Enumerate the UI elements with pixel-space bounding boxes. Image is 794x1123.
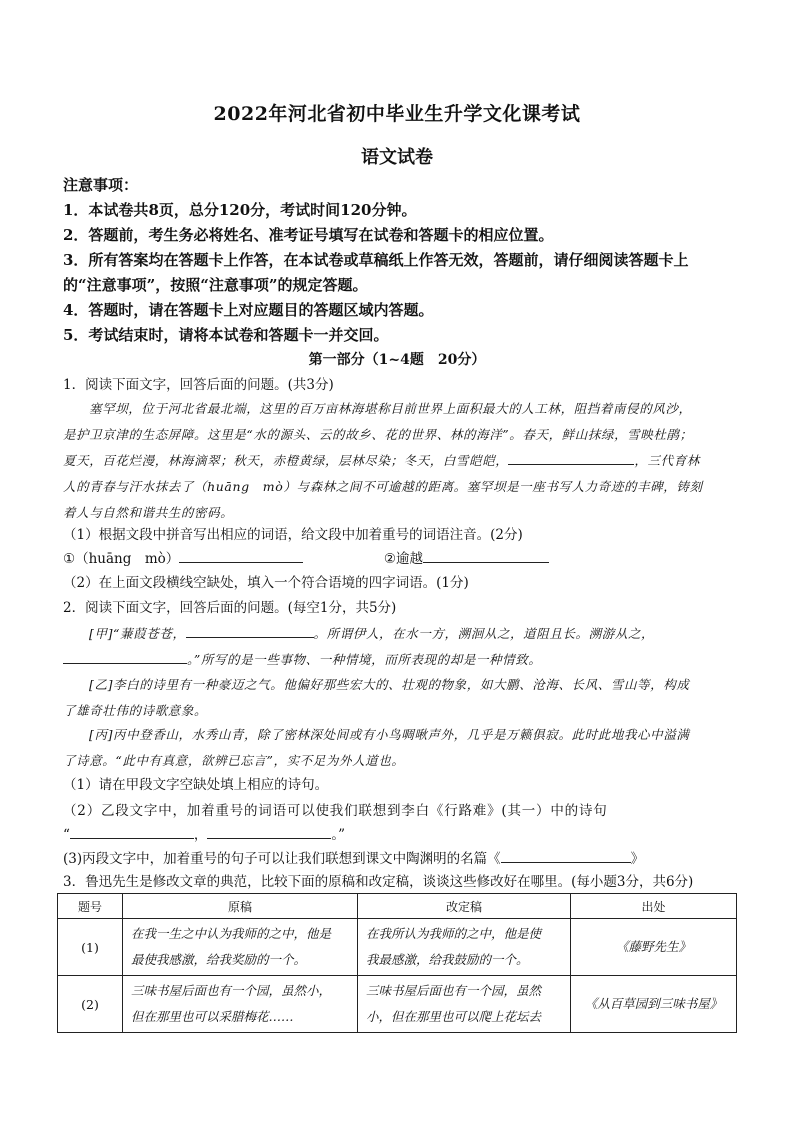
passage-line: 了诗意。“此中有真意，欲辨已忘言”，实不足为外人道也。 [63, 753, 405, 768]
question-2-sub2-answers [63, 822, 743, 848]
notice-item: 5．考试结束时，请将本试卷和答题卡一并交回。 [63, 326, 389, 344]
question-3-stem: 3．鲁迅先生是修改文章的典范，比较下面的原稿和改定稿，谈谈这些修改好在哪里。(每小题3分，共6分) [63, 874, 694, 890]
cell-line: 三味书屋后面也有一个园，虽然 [366, 983, 542, 998]
quote-mark: 。” [331, 827, 346, 843]
cell-line: 我最感激，给我鼓励的一个。 [366, 952, 529, 967]
quote-mark: “ [63, 827, 70, 843]
answer-blank[interactable] [186, 623, 314, 638]
notice-item: 4．答题时，请在答题卡上对应题目的答题区域内答题。 [63, 301, 434, 319]
revision-table [57, 893, 737, 1033]
table-row [58, 919, 737, 976]
answer-blank[interactable] [423, 548, 549, 563]
question-1-sub1: （1）根据文段中拼音写出相应的词语，给文段中加着重号的词语注音。(2分) [63, 527, 523, 543]
answer-blank[interactable] [70, 824, 194, 839]
notice-item: 的“注意事项”，按照“注意事项”的规定答题。 [63, 276, 368, 294]
answer-blank[interactable] [508, 450, 634, 465]
cell-line: 在我所认为我师的之中，他是使 [366, 926, 542, 941]
column-header: 题号 [58, 894, 123, 919]
column-header: 改定稿 [358, 894, 571, 919]
question-text: (3)丙段文字中，加着重号的句子可以让我们联想到课文中陶渊明的名篇《 [63, 851, 501, 867]
passage-line: 着人与自然和谐共生的密码。 [63, 505, 234, 520]
original-text [123, 919, 358, 976]
part-heading: 第一部分（1~4题 20分） [308, 352, 486, 368]
passage-text: 。”所写的是一些事物、一种情境，而所表现的却是一种情致。 [187, 652, 542, 667]
exam-title: 2022年河北省初中毕业生升学文化课考试 [213, 103, 581, 125]
passage-line: [丙]丙中登香山，水秀山青，除了密林深处间或有小鸟啁啾声外，几乎是万籁俱寂。此时此地我心中溢满 [89, 727, 690, 742]
notice-item: 1．本试卷共8页，总分120分，考试时间120分钟。 [63, 201, 417, 219]
answer-blank[interactable] [63, 649, 187, 664]
answer-blank[interactable] [501, 848, 631, 863]
passage-text: 夏天，百花烂漫，林海滴翠；秋天，赤橙黄绿，层林尽染；冬天，白雪皑皑， [63, 453, 509, 468]
revised-text [358, 976, 571, 1033]
table-row [58, 976, 737, 1033]
row-number: (2) [58, 976, 123, 1033]
revised-text [358, 919, 571, 976]
passage-line: 人的青春与汗水抹去了（huāng mò）与森林之间不可逾越的距离。塞罕坝是一座书写人力奇迹的丰碑，铸刻 [63, 479, 703, 494]
passage-line: 了雄奇壮伟的诗歌意象。 [63, 703, 208, 718]
question-2-sub1: （1）请在甲段文字空缺处填上相应的诗句。 [63, 777, 329, 793]
column-header: 出处 [571, 894, 737, 919]
exam-subtitle: 语文试卷 [361, 147, 433, 168]
passage-text: [甲]“蒹葭苍苍， [89, 626, 186, 641]
source-title: 《从百草园到三味书屋》 [571, 976, 737, 1033]
cell-line: 小，但在那里也可以爬上花坛去 [366, 1009, 542, 1024]
passage-line: [乙]李白的诗里有一种豪迈之气。他偏好那些宏大的、壮观的物象，如大鹏、沧海、长风、雪山等，构成 [89, 677, 690, 692]
question-1-stem: 1．阅读下面文字，回答后面的问题。(共3分) [63, 377, 334, 393]
passage-line [63, 621, 735, 647]
comma: ， [193, 827, 208, 843]
passage-line: 是护卫京津的生态屏障。这里是“水的源头、云的故乡、花的世界、林的海洋”。春天，鲜山抹绿，雪映杜鹃； [63, 427, 693, 442]
notice-item: 3．所有答案均在答题卡上作答，在本试卷或草稿纸上作答无效，答题前，请仔细阅读答题卡上 [63, 251, 689, 269]
cell-line: 但在那里也可以采腊梅花…… [131, 1009, 294, 1024]
passage-text: ，三代育林 [634, 453, 700, 468]
question-1-sub2: （2）在上面文段横线空缺处，填入一个符合语境的四字词语。(1分) [63, 575, 469, 591]
answer-blank[interactable] [207, 824, 331, 839]
question-1-sub1-answers [63, 546, 743, 572]
passage-line: 塞罕坝，位于河北省最北端，这里的百万亩林海堪称目前世界上面积最大的人工林，阻挡着南侵的风沙， [89, 401, 692, 416]
column-header: 原稿 [123, 894, 358, 919]
passage-line [63, 448, 735, 474]
word-prompt: ②逾越 [383, 551, 424, 567]
cell-line: 最使我感激，给我奖励的一个。 [131, 952, 307, 967]
source-title: 《藤野先生》 [571, 919, 737, 976]
original-text [123, 976, 358, 1033]
pinyin-prompt: ①（huāng mò） [63, 551, 180, 567]
table-header-row [58, 894, 737, 919]
cell-line: 三味书屋后面也有一个园，虽然小， [131, 983, 332, 998]
question-text: 》 [630, 851, 645, 867]
question-2-sub2: （2）乙段文字中，加着重号的词语可以使我们联想到李白《行路难》(其一）中的诗句 [63, 803, 608, 819]
row-number: (1) [58, 919, 123, 976]
answer-blank[interactable] [179, 548, 303, 563]
cell-line: 在我一生之中认为我师的之中，他是 [131, 926, 332, 941]
passage-text: 。所谓伊人，在水一方，溯洄从之，道阻且长。溯游从之， [313, 626, 655, 641]
notice-item: 2．答题前，考生务必将姓名、准考证号填写在试卷和答题卡的相应位置。 [63, 226, 554, 244]
passage-line [63, 647, 735, 673]
question-2-stem: 2．阅读下面文字，回答后面的问题。(每空1分，共5分) [63, 600, 397, 616]
notice-heading: 注意事项： [63, 176, 139, 194]
